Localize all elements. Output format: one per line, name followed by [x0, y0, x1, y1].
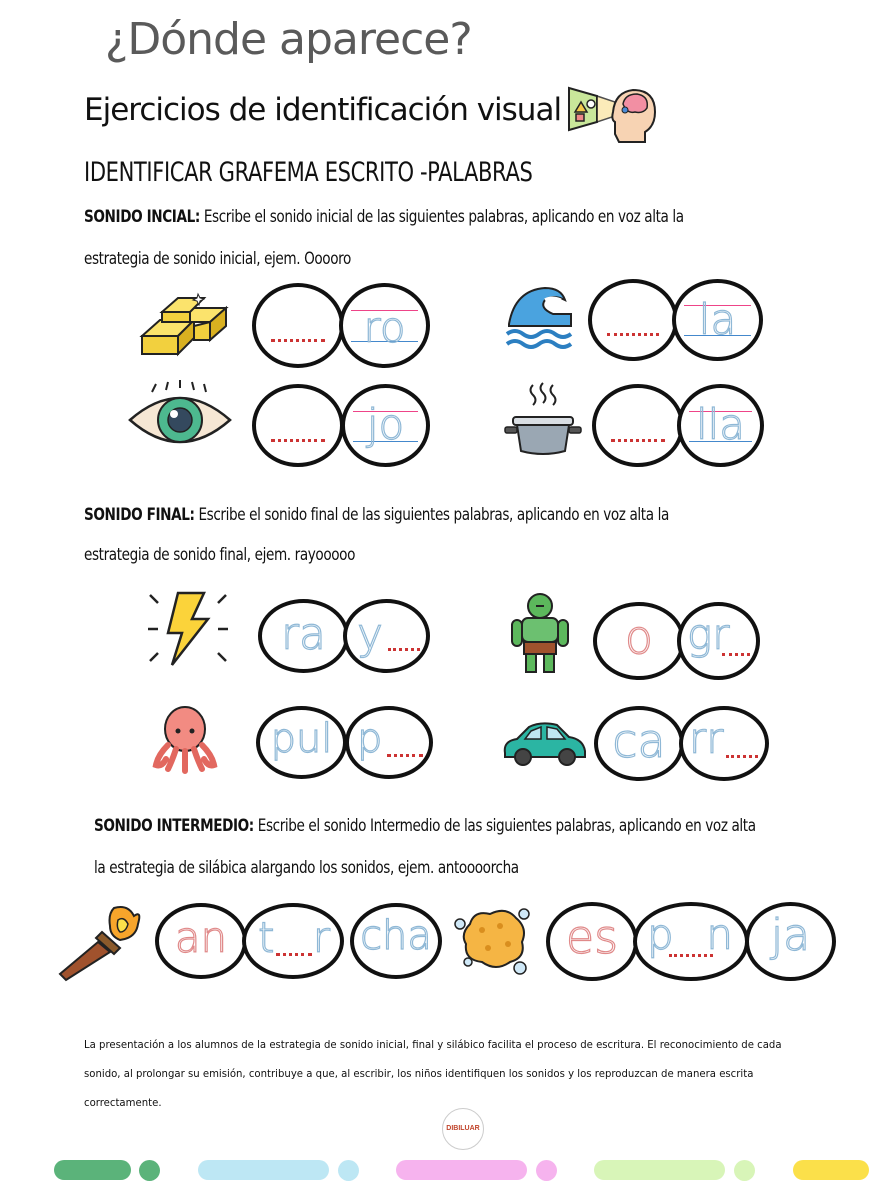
- syllable-oval: [256, 706, 347, 779]
- syllable-text: an: [174, 913, 228, 962]
- syllable-text: ra: [280, 609, 327, 660]
- torch-icon: [58, 902, 142, 982]
- section2-line2: estrategia de sonido final, ejem. rayooooo: [84, 545, 356, 565]
- syllable-text: p: [357, 716, 383, 762]
- footnote: La presentación a los alumnos de la estrategia de sonido inicial, final y silábico facilita el proceso de escritura. El reconocimiento de cada sonido, al prolongar su emisión, contribuye a que, al escribir, los niños identifiquen los sonidos y los reproduzcan de manera escrita correctamente.: [84, 1038, 782, 1109]
- answer-blank[interactable]: [387, 754, 422, 757]
- syllable-oval: [745, 902, 836, 981]
- answer-oval[interactable]: [588, 279, 678, 361]
- section3-instructions-2: [94, 857, 625, 879]
- syllable-oval: [546, 902, 638, 981]
- brand-logo: DIBILUAR: [442, 1108, 484, 1150]
- decor-bar-yellow: [793, 1160, 869, 1180]
- section1-instructions-2: [84, 248, 418, 270]
- syllable-text: r: [312, 913, 330, 962]
- syllable-oval: [155, 903, 247, 979]
- syllable-oval-blank[interactable]: [345, 706, 433, 779]
- syllable-text: gr: [687, 610, 730, 659]
- syllable-text: y: [357, 609, 384, 660]
- answer-blank[interactable]: [607, 333, 660, 336]
- syllable-oval-blank[interactable]: [343, 599, 430, 673]
- answer-blank[interactable]: [726, 755, 759, 758]
- syllable-text: ca: [612, 714, 666, 768]
- section-heading: IDENTIFICAR GRAFEMA ESCRITO -PALABRAS: [84, 157, 533, 188]
- syllable-oval: [350, 903, 442, 979]
- syllable-oval: [594, 706, 684, 781]
- section3-line2: la estrategia de silábica alargando los sonidos, ejem. antoooorcha: [94, 858, 519, 878]
- visual-perception-icon: [567, 82, 659, 144]
- answer-oval[interactable]: [592, 384, 684, 467]
- section2-label: SONIDO FINAL:: [84, 505, 195, 525]
- syllable-text: cha: [360, 913, 432, 959]
- answer-blank[interactable]: [722, 653, 750, 656]
- pot-icon: [505, 381, 581, 457]
- syllable-text: ro: [363, 303, 406, 352]
- syllable-text: t: [258, 913, 275, 962]
- section2-instructions-2: [84, 544, 423, 566]
- eye-icon: [126, 384, 234, 452]
- syllable-oval: [341, 384, 430, 467]
- decor-bar-lime: [594, 1160, 725, 1180]
- syllable-text: pul: [270, 716, 333, 762]
- syllable-oval-blank[interactable]: [633, 902, 749, 981]
- syllable-text: jo: [366, 400, 405, 449]
- syllable-text: p: [647, 910, 674, 959]
- car-icon: [501, 719, 587, 769]
- answer-blank[interactable]: [271, 339, 325, 342]
- gold-bars-icon: [138, 292, 232, 358]
- syllable-text: lla: [695, 400, 746, 449]
- octopus-icon: [152, 705, 218, 773]
- ogre-icon: [510, 592, 570, 674]
- decor-bar-pink: [396, 1160, 527, 1180]
- section1-line2: estrategia de sonido inicial, ejem. Ooooro: [84, 249, 351, 269]
- section2-line1: Escribe el sonido final de las siguientes palabras, aplicando en voz alta la: [194, 505, 669, 525]
- section1-instructions: [84, 206, 834, 228]
- syllable-oval: [339, 283, 430, 368]
- syllable-text: ja: [770, 910, 811, 961]
- section2-instructions: [84, 504, 815, 526]
- decor-bar-green: [54, 1160, 131, 1180]
- decor-dot-pink: [536, 1160, 557, 1181]
- syllable-oval: [672, 279, 763, 361]
- wave-icon: [505, 284, 575, 350]
- lightning-icon: [148, 589, 228, 667]
- answer-oval[interactable]: [252, 283, 344, 368]
- section3-instructions: [94, 815, 891, 837]
- decor-bar-blue: [198, 1160, 329, 1180]
- answer-blank[interactable]: [388, 648, 420, 651]
- syllable-oval-blank[interactable]: [677, 602, 760, 680]
- section3-label: SONIDO INTERMEDIO:: [94, 816, 254, 836]
- sponge-icon: [452, 900, 536, 980]
- decor-dot-green: [139, 1160, 160, 1181]
- syllable-oval: [677, 384, 764, 467]
- decor-dot-blue: [338, 1160, 359, 1181]
- answer-oval[interactable]: [252, 384, 344, 467]
- decor-dot-lime: [734, 1160, 755, 1181]
- syllable-oval-blank[interactable]: [679, 706, 769, 781]
- syllable-text: n: [706, 910, 733, 959]
- syllable-text: la: [698, 295, 737, 344]
- syllable-text: es: [565, 910, 619, 964]
- answer-blank[interactable]: [271, 439, 325, 442]
- syllable-oval: [593, 602, 685, 680]
- section3-line1: Escribe el sonido Intermedio de las siguientes palabras, aplicando en voz alta: [253, 816, 756, 836]
- syllable-oval-blank[interactable]: [242, 903, 344, 979]
- syllable-text: o: [624, 610, 654, 664]
- page-title: ¿Dónde aparece?: [105, 14, 472, 65]
- syllable-text: rr: [689, 714, 724, 763]
- page-subtitle: Ejercicios de identificación visual: [84, 92, 562, 128]
- syllable-oval: [258, 599, 349, 673]
- section1-label: SONIDO INCIAL:: [84, 207, 200, 227]
- answer-blank[interactable]: [611, 439, 665, 442]
- section1-line1: Escribe el sonido inicial de las siguientes palabras, aplicando en voz alta la: [199, 207, 684, 227]
